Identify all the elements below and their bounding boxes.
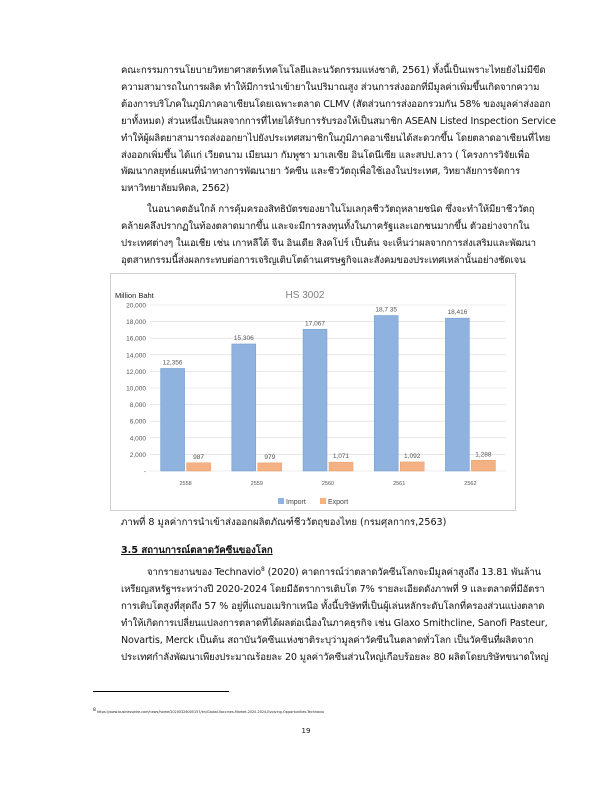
import-export-chart — [110, 273, 516, 511]
export-bar — [187, 463, 211, 471]
text-line: พัฒนากลยุทธ์แผนที่นำทางการพัฒนายา วัคซีน และชีววัตถุเพื่อใช้เองในประเทศ, วิทยาลัยการจัดการ — [121, 166, 520, 178]
footnote — [93, 708, 324, 714]
data-label: 1,092 — [404, 452, 421, 460]
y-tick-label: 6,000 — [129, 418, 146, 426]
text-line — [121, 562, 541, 582]
text-line: Novartis, Merck เป็นต้น สถาบันวัคซีนแห่งชาติระบุว่ามูลค่าวัคซีนในตลาดทั่วโลก เป็นวัคซีนที่ผลิตจาก — [121, 634, 534, 646]
data-label: 12,356 — [162, 359, 183, 367]
data-label: 17,067 — [305, 320, 325, 328]
import-bar — [232, 344, 256, 471]
paragraph-2 — [121, 202, 536, 270]
x-tick-label: 2561 — [393, 481, 406, 487]
y-tick-label: 16,000 — [126, 335, 146, 343]
data-label: 1,071 — [332, 453, 350, 461]
export-bar — [471, 460, 495, 471]
footnote-mark: 8 — [93, 708, 96, 713]
x-tick-label: 2560 — [321, 481, 335, 487]
y-tick-label: 8,000 — [129, 402, 146, 410]
x-tick-label: 2558 — [179, 481, 192, 487]
text-fragment: จากรายงานของ Technavio — [147, 567, 262, 579]
chart-svg — [110, 273, 516, 511]
legend-label: Export — [328, 499, 349, 506]
section-heading: 3.5 สถานการณ์ตลาดวัคซีนของโลก — [121, 545, 273, 556]
paragraph-3 — [121, 562, 549, 667]
text-line: ยาทั้งหมด) ส่วนหนึ่งเป็นผลจากการที่ไทยได้รับการรับรองให้เป็นสมาชิก ASEAN Listed Inspection Service — [121, 115, 556, 127]
y-axis-label: Million Baht — [115, 291, 154, 300]
page-number: 19 — [301, 727, 311, 735]
text-line: คณะกรรมการนโยบายวิทยาศาสตร์เทคโนโลยีและนวัตกรรมแห่งชาติ, 2561) ทั้งนี้เป็นเพราะไทยยังไม่มีขีด — [121, 65, 546, 76]
import-bar — [445, 318, 469, 471]
footnote-ref[interactable]: 8 — [261, 566, 265, 573]
y-tick-label: 4,000 — [129, 435, 146, 443]
text-line: การเติบโตสูงที่สุดถึง 57 % อยู่ที่แถบอเมริกาเหนือ ทั้งนี้บริษัทที่เป็นผู้เล่นหลักระดับโลกที่ครองส่วนแบ่งตลาด — [121, 601, 545, 612]
text-line: อุตสาหกรรมนี้ส่งผลกระทบต่อการเจริญเติบโตด้านเศรษฐกิจและสังคมของประเทศเหล่านั้นอย่างชัดเจน — [121, 254, 526, 266]
export-bar — [329, 462, 353, 471]
legend-swatch — [320, 498, 326, 504]
x-tick-label: 2559 — [250, 481, 263, 487]
text-line: ในอนาคตอันใกล้ การคุ้มครองสิทธิบัตรของยาในโมเลกุลชีววัตถุหลายชนิด ซึ่งจะทำให้มียาชีววัตถุ — [147, 204, 535, 215]
y-tick-label: 10,000 — [126, 385, 146, 393]
data-label: 979 — [264, 453, 276, 461]
data-label: 1,288 — [475, 451, 492, 459]
legend-label: Import — [286, 499, 306, 506]
data-label: 987 — [193, 453, 205, 461]
text-line: ส่งออกเพิ่มขึ้น ได้แก่ เวียดนาม เมียนมา กัมพูชา มาเลเซีย อินโดนีเซีย และสปป.ลาว ( โครงการวิจัยเพื่อ — [121, 149, 530, 161]
y-tick-label: - — [143, 468, 146, 476]
import-bar — [374, 315, 398, 471]
text-line: เหรียญสหรัฐฯระหว่างปี 2020-2024 โดยมีอัตราการเติบโต 7% รายละเอียดดังภาพที่ 9 และตลาดที่มีอัตรา — [121, 584, 545, 596]
chart-title: HS 3002 — [285, 290, 325, 301]
data-label: 18,416 — [447, 309, 468, 317]
y-tick-label: 14,000 — [126, 352, 146, 360]
text-line: มหาวิทยาลัยมหิดล, 2562) — [121, 183, 230, 195]
import-bar — [303, 329, 327, 471]
footnote-link[interactable]: https://www.businesswire.com/news/home/20200326005157/en/Global-Vaccines-Market-2020-2024-Evolving-Opportunities-Technavio — [96, 710, 325, 715]
import-bar — [161, 368, 185, 471]
data-label: 15,306 — [233, 334, 254, 342]
paragraph-1 — [121, 63, 556, 198]
footnote-divider — [93, 691, 229, 692]
text-line: คล้ายคลึงปรากฏในท้องตลาดมากขึ้น และจะมีการลงทุนทั้งในภาครัฐและเอกชนมากขึ้น ตัวอย่างจากใน — [121, 220, 530, 232]
y-tick-label: 12,000 — [126, 368, 146, 376]
text-line: ความสามารถในการผลิต ทำให้มีการนำเข้ายาในปริมาณสูง ส่วนการส่งออกที่มีมูลค่าเพิ่มขึ้นเกิดจากความ — [121, 81, 540, 93]
y-tick-label: 2,000 — [129, 451, 146, 459]
y-tick-label: 18,000 — [126, 319, 146, 327]
legend-swatch — [278, 498, 284, 504]
text-line: ต้องการบริโภคในภูมิภาคอาเซียนโดยเฉพาะตลาด CLMV (สัดส่วนการส่งออกรวมกัน 58% ของมูลค่าส่งออก — [121, 98, 551, 110]
x-tick-label: 2562 — [464, 481, 477, 487]
y-tick-label: 20,000 — [126, 302, 146, 310]
export-bar — [258, 463, 282, 471]
text-line: ประเทศต่างๆ ในเอเชีย เช่น เกาหลีใต้ จีน อินเดีย สิงคโปร์ เป็นต้น จะเห็นว่าผลจากการส่งเสริมและพัฒนา — [121, 237, 536, 249]
text-fragment: (2020) คาดการณ์ว่าตลาดวัคซีนโลกจะมีมูลค่าสูงถึง 13.81 พันล้าน — [264, 567, 541, 579]
figure-caption: ภาพที่ 8 มูลค่าการนำเข้าส่งออกผลิตภัณฑ์ชีววัตถุของไทย (กรมศุลกากร,2563) — [121, 517, 447, 528]
export-bar — [400, 462, 424, 471]
text-line: ทำให้เกิดการเปลี่ยนแปลงการตลาดที่ได้ผลต่อเนื่องในภาคธุรกิจ เช่น Glaxo Smithcline, Sanofi Pasteur, — [121, 617, 548, 629]
data-label: 18,7 35 — [375, 306, 398, 314]
text-line: ทำให้ผู้ผลิตยาสามารถส่งออกยาไปยังประเทศสมาชิกในภูมิภาคอาเซียนได้สะดวกขึ้น โดยตลาดอาเซียนที่ไทย — [121, 132, 551, 144]
text-line: ประเทศกำลังพัฒนาเพียงประมาณร้อยละ 20 มูลค่าวัคซีนส่วนใหญ่เกือบร้อยละ 80 ผลิตโดยบริษัทขนาดใหญ่ — [121, 651, 549, 663]
